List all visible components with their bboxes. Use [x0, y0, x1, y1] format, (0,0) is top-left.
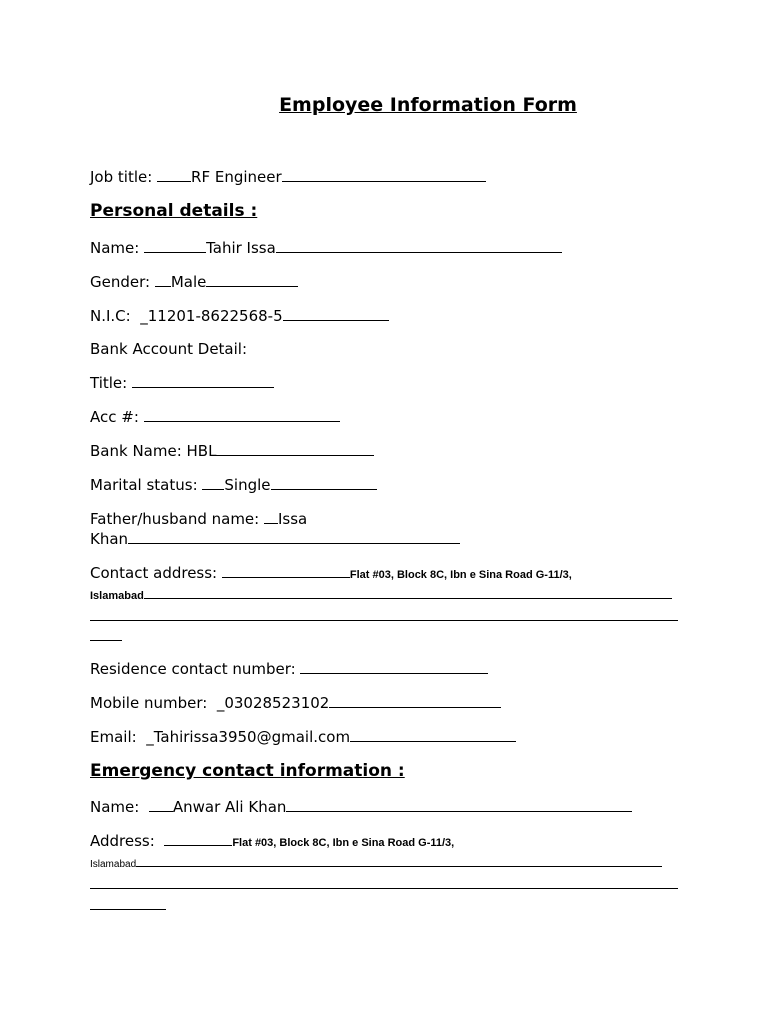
- contact-address-value-line2: Islamabad: [90, 590, 144, 602]
- email-row: [90, 726, 516, 747]
- father-husband-value-line1: Issa: [277, 510, 308, 528]
- marital-status-value: Single: [224, 476, 271, 494]
- emergency-address-row: [90, 830, 454, 853]
- contact-address-value-line1: Flat #03, Block 8C, Ibn e Sina Road G-11/3,: [349, 569, 572, 581]
- father-husband-label: Father/husband name:: [90, 510, 264, 528]
- mobile-number-value: _03028523102: [216, 694, 330, 712]
- account-title-row: [90, 372, 274, 393]
- emergency-name-label: Name:: [90, 798, 149, 816]
- account-title-label: Title:: [90, 374, 132, 392]
- mobile-number-row: [90, 692, 501, 713]
- father-husband-row: [90, 508, 307, 529]
- contact-address-label: Contact address:: [90, 564, 222, 582]
- email-label: Email:: [90, 728, 147, 746]
- emergency-address-label: Address:: [90, 832, 165, 850]
- mobile-number-label: Mobile number:: [90, 694, 217, 712]
- account-number-label: Acc #:: [90, 408, 144, 426]
- job-title-value: RF Engineer: [191, 168, 282, 186]
- account-number-row: [90, 406, 340, 427]
- emergency-address-value-line2: Islamabad: [90, 859, 137, 870]
- bank-name-row: [90, 440, 374, 461]
- job-title-label: Job title:: [90, 168, 158, 186]
- emergency-name-value: Anwar Ali Khan: [172, 798, 287, 816]
- job-title-row: [90, 166, 486, 187]
- form-title: Employee Information Form: [279, 94, 577, 116]
- contact-address-rule-end: [90, 640, 122, 641]
- emergency-address-rule-end: [90, 909, 166, 910]
- father-husband-value-line2: Khan: [90, 530, 129, 548]
- email-value: _Tahirissa3950@gmail.com: [146, 728, 351, 746]
- marital-status-label: Marital status:: [90, 476, 203, 494]
- emergency-address-row-2: [90, 852, 662, 875]
- gender-value: Male: [170, 273, 207, 291]
- gender-label: Gender:: [90, 273, 155, 291]
- contact-address-rule: [90, 620, 678, 621]
- name-row: [90, 237, 562, 258]
- personal-details-heading: Personal details :: [90, 201, 258, 221]
- nic-value: _11201-8622568-5: [140, 307, 283, 325]
- gender-row: [90, 271, 298, 292]
- name-label: Name:: [90, 239, 145, 257]
- bank-name-label: Bank Name:: [90, 442, 187, 460]
- emergency-address-value-line1: Flat #03, Block 8C, Ibn e Sina Road G-11/3,: [232, 837, 455, 849]
- bank-name-value: HBL: [186, 442, 217, 460]
- father-husband-row-2: [90, 528, 460, 549]
- nic-row: [90, 305, 389, 326]
- name-value: Tahir Issa: [206, 239, 276, 257]
- bank-account-detail-label: Bank Account Detail:: [90, 340, 248, 358]
- emergency-address-rule: [90, 888, 678, 889]
- nic-label: N.I.C:: [90, 307, 141, 325]
- contact-address-row: [90, 562, 572, 585]
- marital-status-row: [90, 474, 377, 495]
- residence-contact-label: Residence contact number:: [90, 660, 301, 678]
- emergency-contact-heading: Emergency contact information :: [90, 761, 405, 781]
- residence-contact-row: [90, 658, 488, 679]
- contact-address-row-2: [90, 584, 672, 606]
- emergency-name-row: [90, 796, 632, 817]
